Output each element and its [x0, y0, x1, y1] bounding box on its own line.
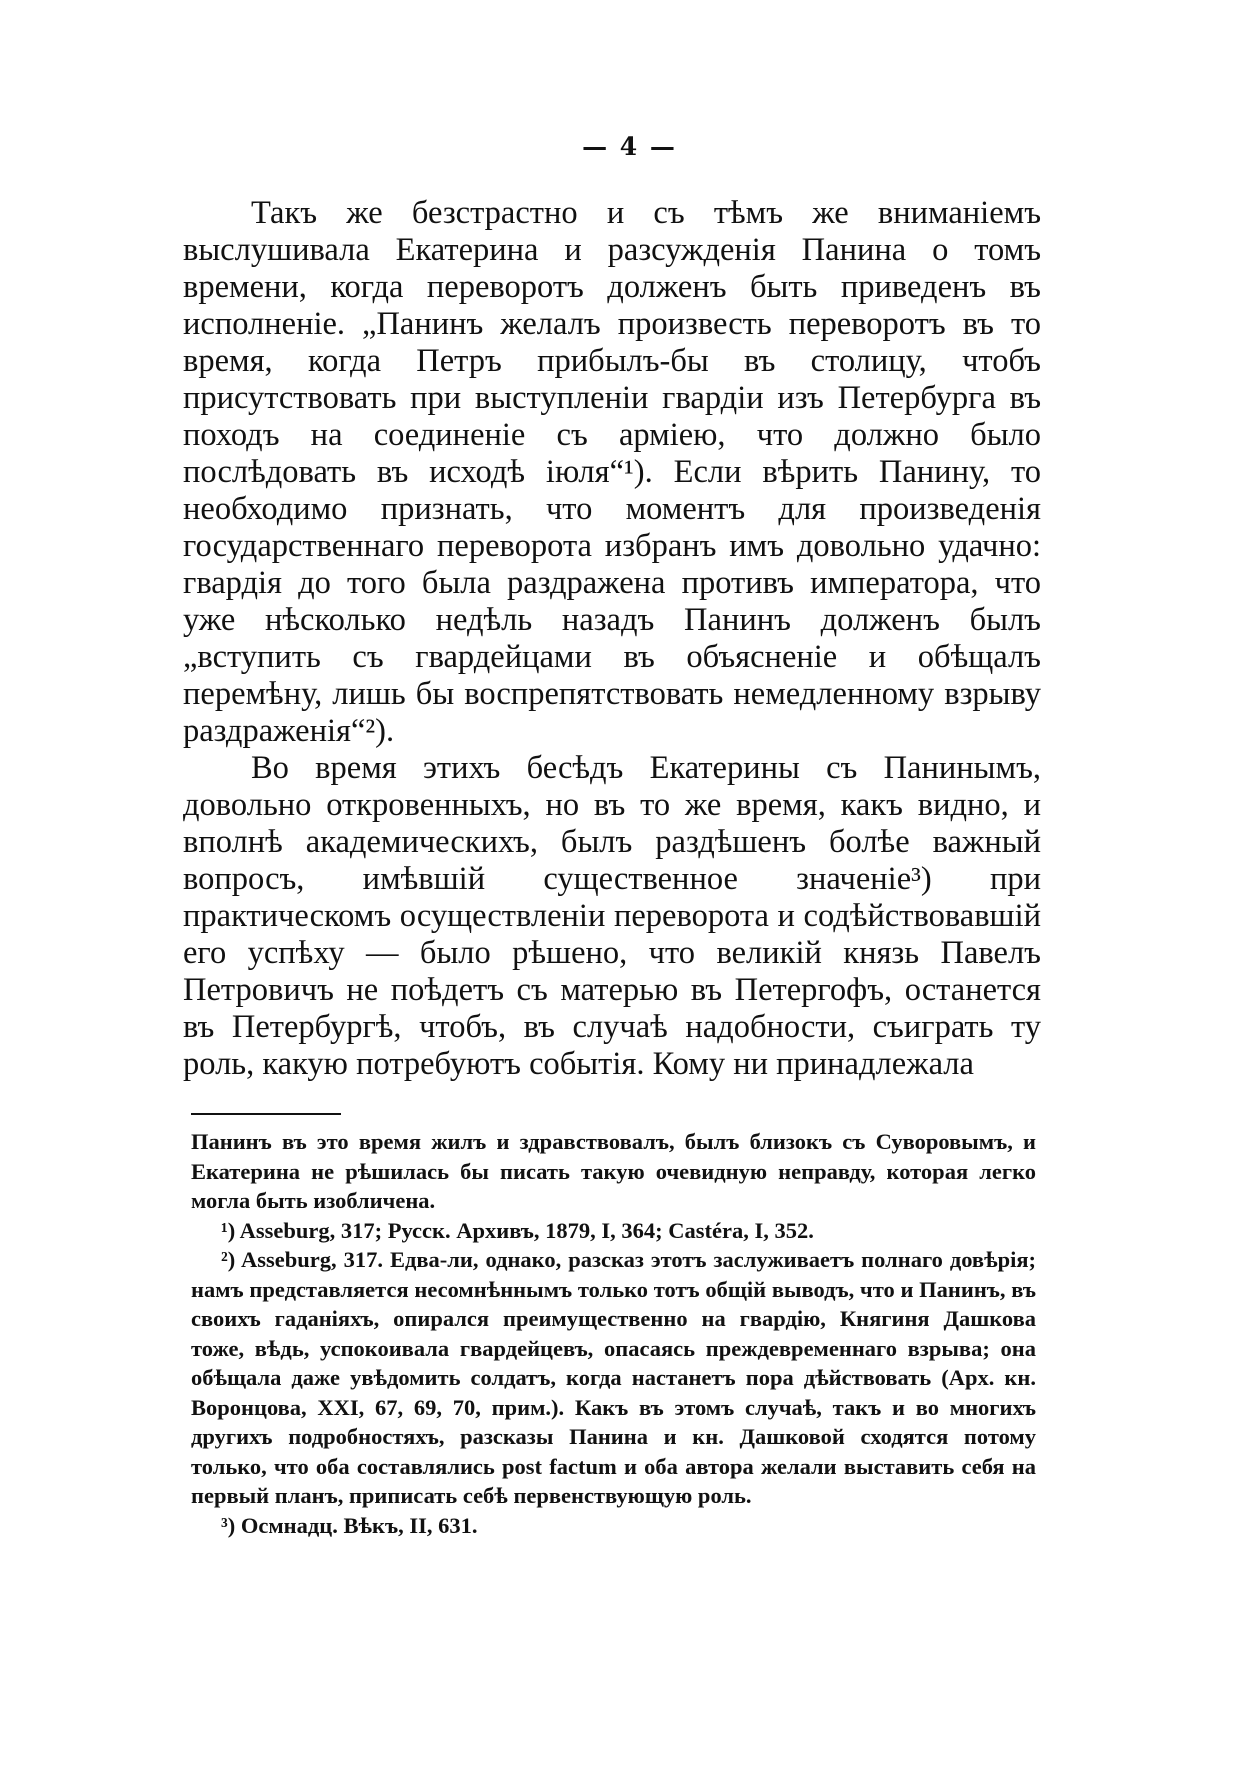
footnote-3: ³) Осмнадц. Вѣкъ, II, 631.	[221, 1512, 478, 1538]
paragraph: Такъ же безстрастно и съ тѣмъ же вниманіемъ выслушивала Екатерина и разсужденія Панина о томъ времени, когда переворотъ долженъ быть приведенъ въ исполненіе. „Панинъ желалъ произвесть переворотъ въ то время, когда Петръ прибылъ-бы въ столицу, чтобъ присутствовать при выступленіи гвардіи изъ Петербурга въ походъ на соединеніе съ арміею, что должно было послѣдовать въ исходѣ іюля“¹). Если вѣрить Панину, то необходимо признать, что моментъ для произведенія государственнаго переворота избранъ имъ довольно удачно: гвардія до того была раздражена противъ императора, что уже нѣсколько недѣль назадъ Панинъ долженъ былъ „вступить съ гвардейцами въ объясненіе и обѣщалъ перемѣну, лишь бы воспрепятствовать немедленному взрыву раздраженія“²).	[183, 195, 1041, 749]
page-number: — 4 —	[582, 132, 677, 161]
footnote-2: ²) Asseburg, 317. Едва-ли, однако, разсказ этотъ заслуживаетъ полнаго довѣрія; намъ представляется несомнѣннымъ только тотъ общій выводъ, что и Панинъ, въ своихъ гаданіяхъ, опирался преимущественно на гвардію, Княгиня Дашкова тоже, вѣдь, успокоивала гвардейцевъ, опасаясь преждевременнаго взрыва; она обѣщала даже увѣдомить солдатъ, когда настанетъ пора дѣйствовать (Арх. кн. Воронцова, XXI, 67, 69, 70, прим.). Какъ въ этомъ случаѣ, такъ и во многихъ другихъ подробностяхъ, разсказы Панина и кн. Дашковой сходятся потому только, что оба составлялись post factum и оба автора желали выставить себя на первый планъ, приписать себѣ первенствующую роль.	[191, 1247, 1036, 1508]
footnote-1: ¹) Asseburg, 317; Русск. Архивъ, 1879, I, 364; Castéra, I, 352.	[221, 1217, 814, 1243]
main-text	[183, 195, 1041, 1083]
paragraph: Во время этихъ бесѣдъ Екатерины съ Панинымъ, довольно откровенныхъ, но въ то же время, какъ видно, и вполнѣ академическихъ, былъ раздѣшенъ болѣе важный вопросъ, имѣвшій существенное значеніе³) при практическомъ осуществленіи переворота и содѣйствовавшій его успѣху — было рѣшено, что великій князь Павелъ Петровичъ не поѣдетъ съ матерью въ Петергофъ, останется въ Петербургѣ, чтобъ, въ случаѣ надобности, съиграть ту роль, какую потребуютъ событія. Кому ни принадлежала	[183, 750, 1041, 1082]
footnote-separator	[191, 1113, 341, 1115]
footnote-continuation: Панинъ въ это время жилъ и здравствовалъ, былъ близокъ съ Суворовымъ, и Екатерина не рѣшилась бы писать такую очевидную неправду, которая легко могла быть изобличена.	[191, 1129, 1036, 1213]
footnotes	[191, 1127, 1036, 1540]
